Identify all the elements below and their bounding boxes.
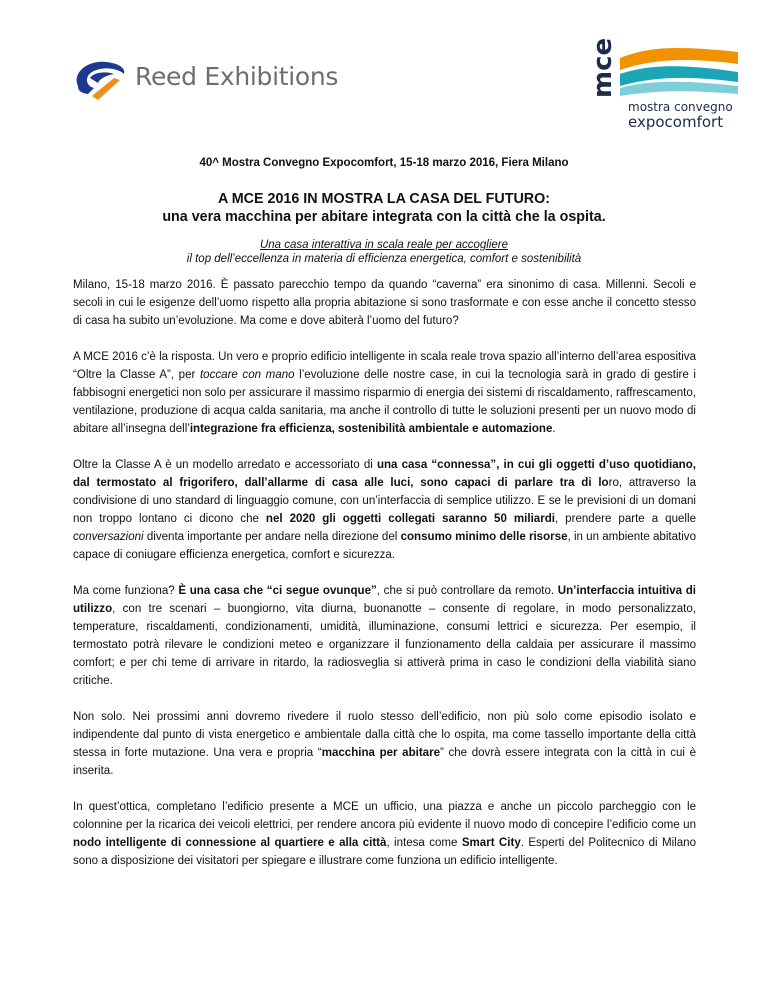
p5-bold: macchina per abitare bbox=[321, 747, 441, 759]
p3-bold-h: consumo minimo delle risorse bbox=[400, 531, 568, 543]
paragraph-5 bbox=[73, 708, 696, 780]
p3-text-c: ro, attraverso la condivisione di uno standard di linguaggio comune, con un’interfaccia di semplice utilizzo. E se le previsioni di un domani non troppo lontano ci dicono che bbox=[73, 477, 696, 525]
p4-bold-d: Un’interfaccia intuitiva di utilizzo bbox=[73, 585, 696, 615]
mce-waves-icon bbox=[620, 44, 738, 96]
p4-text-c: , che si può controllare da remoto. bbox=[376, 585, 558, 597]
p2-text-c: l’evoluzione delle nostre case, in cui la tecnologia sarà in grado di gestire i fabbisogni energetici non solo per assicurare il massimo risparmio di energia dei sistemi di riscaldamento, raffrescamento, ventilazione, produzione di acqua calda sanitaria, ma anche il controllo di tutte le soluzioni presenti per un nuovo modo di abitare all’insegna dell’ bbox=[73, 369, 696, 435]
mce-wordmark-text: mce bbox=[588, 37, 618, 98]
mce-wordmark bbox=[588, 37, 618, 100]
p3-italic: conversazioni bbox=[73, 531, 144, 543]
p2-italic: toccare con mano bbox=[199, 369, 295, 381]
p3-text-e: , prendere parte a quelle bbox=[554, 513, 696, 525]
headline-line-2: una vera macchina per abitare integrata con la città che la ospita. bbox=[162, 209, 606, 225]
paragraph-6 bbox=[73, 798, 696, 870]
subheading-line-2: il top dell’eccellenza in materia di efficienza energetica, comfort e sostenibilità bbox=[186, 253, 582, 265]
p2-text-e: . bbox=[552, 423, 556, 435]
paragraph-2 bbox=[73, 348, 696, 438]
reed-exhibitions-name: Reed Exhibitions bbox=[135, 62, 339, 91]
p2-bold: integrazione fra efficienza, sostenibilità ambientale e automazione bbox=[189, 423, 553, 435]
p3-bold-b: una casa “connessa”, in cui gli oggetti d’uso quotidiano, dal termostato al frigorifero, dall’allarme di casa alle luci, sono capaci di parlare tra di lo bbox=[73, 459, 696, 489]
p6-bold-b: nodo intelligente di connessione al quartiere e alla città bbox=[73, 837, 387, 849]
p6-text-c: , intesa come bbox=[386, 837, 462, 849]
mce-tagline-2: expocomfort bbox=[628, 113, 724, 131]
headline bbox=[60, 190, 708, 226]
p6-bold-d: Smart City bbox=[461, 837, 521, 849]
p6-text-e: . Esperti del Politecnico di Milano sono a disposizione dei visitatori per spiegare e illustrare come funziona un edificio intelligente. bbox=[73, 837, 697, 867]
p4-bold-b: È una casa che “ci segue ovunque” bbox=[178, 585, 377, 597]
p2-text-a: A MCE 2016 c’è la risposta. Un vero e proprio edificio intelligente in scala reale trova spazio all’interno dell’area espositiva “Oltre la Classe A”, per bbox=[73, 351, 696, 381]
p1-text: . È passato parecchio tempo da quando “caverna” era sinonimo di casa. Millenni. Secoli e secoli in cui le esigenze dell’uomo rispetto alla propria abitazione si sono trasformate e con esse anche il concetto stesso di casa ha subito un’evoluzione. Ma come e dove abiterà l’uomo del futuro? bbox=[73, 279, 696, 327]
p6-text-a: In quest’ottica, completano l’edificio presente a MCE un ufficio, una piazza e anche un piccolo parcheggio con le colonnine per la ricarica dei veicoli elettrici, per rendere ancora più evidente il nuovo modo di concepire l’edificio come un bbox=[73, 801, 696, 831]
reed-exhibitions-logo bbox=[68, 56, 358, 104]
paragraph-3 bbox=[73, 456, 696, 564]
dateline: Milano, 15-18 marzo 2016 bbox=[73, 279, 213, 291]
subheading-line-1: Una casa interattiva in scala reale per accogliere bbox=[259, 239, 509, 251]
subheading bbox=[60, 238, 708, 266]
event-line: 40^ Mostra Convegno Expocomfort, 15-18 marzo 2016, Fiera Milano bbox=[199, 157, 569, 169]
reed-swoosh-icon bbox=[68, 56, 130, 104]
p3-bold-d: nel 2020 gli oggetti collegati saranno 50 miliardi bbox=[265, 513, 555, 525]
p3-text-i: , in un ambiente abitativo capace di coniugare efficienza energetica, comfort e sicurezza. bbox=[73, 531, 696, 561]
p3-text-a: Oltre la Classe A è un modello arredato e accessoriato di bbox=[73, 459, 377, 471]
headline-line-1: A MCE 2016 IN MOSTRA LA CASA DEL FUTURO: bbox=[217, 191, 551, 207]
mce-tagline-1: mostra convegno bbox=[628, 100, 733, 114]
p5-text-c: ” che dovrà essere integrata con la città in cui è inserita. bbox=[73, 747, 696, 777]
p3-text-g: diventa importante per andare nella direzione del bbox=[143, 531, 401, 543]
article-body bbox=[73, 276, 696, 888]
paragraph-1 bbox=[73, 276, 696, 330]
paragraph-4 bbox=[73, 582, 696, 690]
p4-text-e: , con tre scenari – buongiorno, vita diurna, buonanotte – consente di regolare, in modo personalizzato, temperature, riscaldamenti, condizionamenti, umidità, illuminazione, consumi lettrici e sicurezza. Per esempio, il termostato potrà rilevare le condizioni meteo e organizzare il funzionamento della caldaia per assicurare il massimo comfort; e per chi teme di arrivare in ritardo, la radiosveglia si attiverà prima in caso le condizioni della viabilità siano critiche. bbox=[73, 603, 696, 687]
p4-text-a: Ma come funziona? bbox=[73, 585, 179, 597]
p5-text-a: Non solo. Nei prossimi anni dovremo rivedere il ruolo stesso dell’edificio, non più solo come episodio isolato e indipendente dal punto di vista energetico e ambientale dalla città che lo ospita, ma come tassello importante della città stessa in forte mutazione. Una vera e propria “ bbox=[73, 711, 696, 759]
